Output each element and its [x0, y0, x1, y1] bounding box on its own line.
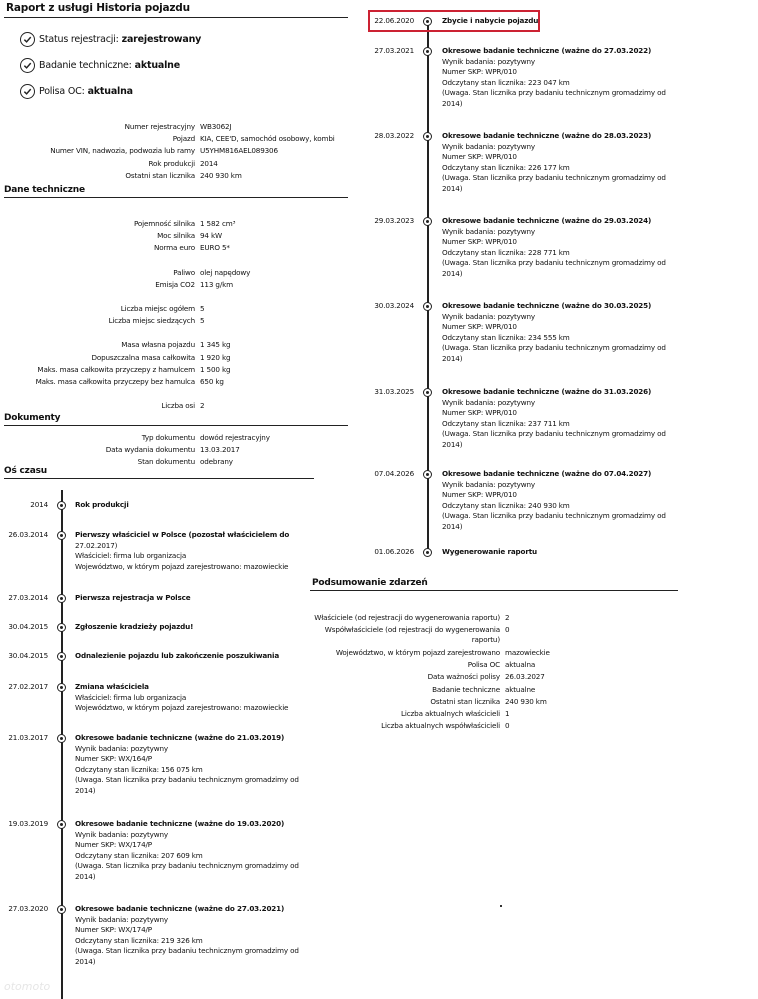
kv-value: 1 920 kg [200, 352, 231, 362]
timeline-event-detail: Wynik badania: pozytywny [75, 914, 168, 924]
summary-label: Badanie techniczne [432, 684, 500, 694]
kv-label: Maks. masa całkowita przyczepy bez hamulca [35, 377, 195, 387]
kv-row [20, 376, 250, 388]
timeline-event-title: Okresowe badanie techniczne (ważne do 31.03.2026) [442, 387, 652, 396]
timeline-event-detail: 2014) [442, 521, 463, 531]
kv-row [20, 291, 250, 303]
timeline-event-detail: (Uwaga. Stan licznika przy badaniu technicznym gromadzimy od [442, 343, 666, 353]
summary-row [305, 720, 550, 732]
summary-row [305, 684, 550, 696]
timeline-event-detail: Województwo, w którym pojazd zarejestrowano: mazowieckie [75, 703, 289, 713]
kv-value: 5 [200, 316, 205, 326]
kv-value: dowód rejestracyjny [200, 433, 270, 442]
timeline-date: 27.02.2017 [8, 682, 48, 691]
timeline-event [75, 530, 289, 572]
timeline-event-title: Okresowe badanie techniczne (ważne do 30.03.2025) [442, 301, 652, 310]
summary-value: 0 [505, 721, 510, 731]
timeline-event-detail: Numer SKP: WPR/010 [442, 237, 517, 247]
timeline-event-detail: Numer SKP: WPR/010 [442, 67, 517, 77]
timeline-event-title: Okresowe badanie techniczne (ważne do 21.03.2019) [75, 733, 285, 742]
timeline-date: 27.03.2014 [8, 593, 48, 602]
kv-label [20, 388, 200, 400]
timeline-event-detail: 2014) [442, 183, 463, 193]
timeline-event-detail: 2014) [442, 439, 463, 449]
timeline-event-detail: (Uwaga. Stan licznika przy badaniu technicznym gromadzimy od [75, 946, 299, 956]
kv-value: EURO 5* [200, 243, 230, 253]
kv-row [20, 121, 335, 133]
docs-data [20, 432, 270, 469]
summary-row [305, 625, 550, 645]
summary-value: 2 [505, 613, 510, 622]
kv-label: Liczba miejsc ogółem [120, 304, 195, 314]
tech-divider [4, 197, 348, 198]
kv-value: olej napędowy [200, 267, 251, 277]
timeline-event-detail: 2014) [75, 956, 96, 966]
timeline-event [75, 622, 193, 633]
summary-value: aktualne [505, 684, 536, 694]
timeline-event [442, 301, 666, 365]
summary-label: Polisa OC [467, 660, 500, 670]
timeline-event-detail: (Uwaga. Stan licznika przy badaniu technicznym gromadzimy od [75, 861, 299, 871]
kv-row [20, 242, 250, 254]
timeline-event [75, 500, 129, 511]
timeline-date: 19.03.2019 [8, 819, 48, 828]
timeline-event-detail: Wynik badania: pozytywny [442, 311, 535, 321]
summary-label: Województwo, w którym pojazd zarejestrowano [335, 648, 500, 657]
timeline-dot-icon [423, 470, 432, 479]
status-value: zarejestrowany [121, 34, 202, 45]
timeline-event [442, 216, 666, 280]
timeline-date: 27.03.2020 [8, 904, 48, 913]
timeline-event-detail: Numer SKP: WX/164/P [75, 754, 152, 764]
kv-row [20, 400, 250, 412]
kv-label: Pojemność silnika [133, 219, 195, 228]
kv-label: Liczba osi [161, 401, 195, 411]
kv-row [20, 388, 250, 400]
kv-row [20, 230, 250, 242]
timeline-event-title: Rok produkcji [75, 500, 129, 509]
timeline-event-detail: Odczytany stan licznika: 219 326 km [75, 935, 203, 945]
timeline-event-detail: 2014) [75, 871, 96, 881]
timeline-event-title: Odnalezienie pojazdu lub zakończenie poszukiwania [75, 651, 280, 660]
timeline-event-detail: (Uwaga. Stan licznika przy badaniu technicznym gromadzimy od [442, 88, 666, 98]
kv-value: 1 500 kg [200, 364, 231, 374]
timeline-date: 21.03.2017 [8, 733, 48, 742]
summary-label: Właściciele (od rejestracji do wygenerowania raportu) [314, 613, 500, 622]
timeline-date: 30.04.2015 [8, 651, 48, 660]
timeline-event-title: Pierwszy właściciel w Polsce (pozostał właścicielem do [75, 530, 290, 539]
timeline-event-detail: Wynik badania: pozytywny [442, 226, 535, 236]
summary-label: Ostatni stan licznika [430, 696, 500, 706]
status-label: Badanie techniczne: [39, 60, 132, 71]
timeline-dot-icon [57, 652, 66, 661]
timeline-date: 26.03.2014 [8, 530, 48, 539]
section-title-tech: Dane techniczne [4, 185, 85, 195]
timeline-event [75, 682, 288, 714]
stray-dot [500, 905, 502, 907]
summary-data [305, 613, 550, 732]
kv-value: KIA, CEE'D, samochód osobowy, kombi [200, 134, 335, 144]
timeline-dot-icon [57, 594, 66, 603]
timeline-event-detail: (Uwaga. Stan licznika przy badaniu technicznym gromadzimy od [442, 258, 666, 268]
check-circle-icon [20, 32, 35, 47]
timeline-date: 31.03.2025 [374, 387, 414, 396]
kv-row [20, 364, 250, 376]
kv-row [20, 158, 335, 170]
check-circle-icon [20, 58, 35, 73]
kv-row [20, 352, 250, 364]
timeline-dot-icon [423, 302, 432, 311]
timeline-event-detail: Numer SKP: WPR/010 [442, 408, 517, 418]
kv-value: 1 345 kg [200, 340, 231, 350]
kv-label: Maks. masa całkowita przyczepy z hamulcem [37, 364, 195, 374]
kv-row [20, 279, 250, 291]
summary-label: Data ważności polisy [427, 672, 500, 682]
status-value: aktualne [134, 60, 180, 71]
timeline-event-detail: Właściciel: firma lub organizacja [75, 692, 187, 702]
vehicle-info [20, 121, 335, 182]
kv-label: Rok produkcji [148, 158, 195, 168]
timeline-event-detail: Odczytany stan licznika: 223 047 km [442, 77, 570, 87]
timeline-dot-icon [423, 388, 432, 397]
kv-label [20, 291, 200, 303]
timeline-dot-icon [423, 47, 432, 56]
timeline-event-detail: 27.02.2017) [75, 540, 118, 550]
kv-row [20, 303, 250, 315]
kv-row [20, 444, 270, 456]
timeline-event-detail: 2014) [75, 785, 96, 795]
status-inspection [20, 58, 180, 73]
timeline-event-title: Zgłoszenie kradzieży pojazdu! [75, 622, 194, 631]
summary-value: 0 [505, 625, 510, 634]
summary-value: 26.03.2027 [505, 672, 545, 682]
timeline-dot-icon [57, 531, 66, 540]
kv-value: WB3062J [200, 122, 232, 131]
timeline-event-title: Okresowe badanie techniczne (ważne do 19.03.2020) [75, 819, 285, 828]
timeline-event [75, 904, 299, 968]
timeline-event-detail: 2014) [442, 98, 463, 108]
timeline-event [75, 733, 299, 797]
kv-row [20, 456, 270, 468]
timeline-dot-icon [423, 548, 432, 557]
timeline-event [442, 131, 666, 195]
kv-value: 5 [200, 304, 205, 314]
kv-row [20, 133, 335, 145]
timeline-event-detail: Wynik badania: pozytywny [442, 397, 535, 407]
timeline-dot-icon [57, 820, 66, 829]
timeline-event-detail: Wynik badania: pozytywny [442, 56, 535, 66]
kv-value: 1 582 cm³ [200, 219, 236, 228]
kv-label: Pojazd [172, 134, 195, 144]
timeline-event-detail: (Uwaga. Stan licznika przy badaniu technicznym gromadzimy od [442, 511, 666, 521]
kv-row [20, 339, 250, 351]
kv-row [20, 170, 335, 182]
timeline-dot-icon [57, 501, 66, 510]
summary-row [305, 696, 550, 708]
timeline-date: 01.06.2026 [374, 547, 414, 556]
kv-label: Liczba miejsc siedzących [108, 316, 195, 326]
timeline-event [442, 469, 666, 533]
kv-label: Numer rejestracyjny [124, 122, 195, 131]
timeline-event-detail: 2014) [442, 353, 463, 363]
page-title: Raport z usługi Historia pojazdu [6, 2, 190, 14]
summary-row [305, 613, 550, 623]
timeline-event-detail: Województwo, w którym pojazd zarejestrowano: mazowieckie [75, 561, 289, 571]
timeline-dot-icon [423, 132, 432, 141]
kv-label: Numer VIN, nadwozia, podwozia lub ramy [50, 146, 195, 156]
timeline-event-detail: Numer SKP: WX/174/P [75, 840, 152, 850]
summary-value: aktualna [505, 660, 536, 670]
timeline-dot-icon [57, 734, 66, 743]
timeline-event-detail: (Uwaga. Stan licznika przy badaniu technicznym gromadzimy od [442, 173, 666, 183]
timeline-date: 30.03.2024 [374, 301, 414, 310]
section-title-timeline: Oś czasu [4, 466, 47, 476]
kv-value: 2014 [200, 158, 218, 168]
timeline-event-title: Okresowe badanie techniczne (ważne do 28.03.2023) [442, 131, 652, 140]
kv-row [20, 145, 335, 157]
timeline-date: 30.04.2015 [8, 622, 48, 631]
kv-label [20, 255, 200, 267]
check-circle-icon [20, 84, 35, 99]
timeline-event [75, 819, 299, 883]
title-divider [4, 17, 348, 18]
kv-row [20, 327, 250, 339]
kv-row [20, 267, 250, 279]
kv-label: Emisja CO2 [155, 279, 195, 289]
timeline-event-detail: Odczytany stan licznika: 207 609 km [75, 850, 203, 860]
timeline-event-detail: Numer SKP: WPR/010 [442, 490, 517, 500]
timeline-dot-icon [57, 623, 66, 632]
timeline-date: 22.06.2020 [374, 16, 414, 25]
timeline-event-title: Okresowe badanie techniczne (ważne do 27.03.2021) [75, 904, 285, 913]
summary-row [305, 671, 550, 683]
timeline-event-detail: Odczytany stan licznika: 240 930 km [442, 500, 570, 510]
status-label: Polisa OC: [39, 86, 85, 97]
summary-row [305, 647, 550, 659]
kv-label [20, 327, 200, 339]
timeline-event-detail: Wynik badania: pozytywny [75, 743, 168, 753]
status-label: Status rejestracji: [39, 34, 119, 45]
watermark: otomoto [4, 980, 51, 993]
timeline-event-title: Okresowe badanie techniczne (ważne do 29.03.2024) [442, 216, 652, 225]
kv-label: Data wydania dokumentu [105, 445, 195, 455]
timeline-event-detail: Numer SKP: WPR/010 [442, 322, 517, 332]
summary-label: Liczba aktualnych właścicieli [401, 709, 500, 719]
timeline-dot-icon [57, 905, 66, 914]
timeline-event-title: Okresowe badanie techniczne (ważne do 27.03.2022) [442, 46, 652, 55]
timeline-event [442, 547, 537, 558]
section-title-docs: Dokumenty [4, 413, 61, 423]
kv-value: 94 kW [200, 231, 222, 241]
kv-label: Paliwo [173, 267, 195, 277]
kv-value: odebrany [200, 457, 233, 467]
timeline-date: 2014 [30, 500, 48, 509]
status-insurance [20, 84, 133, 99]
summary-row [305, 708, 550, 720]
summary-label: Współwłaściciele (od rejestracji do wygenerowania raportu) [324, 625, 500, 644]
timeline-event-detail: (Uwaga. Stan licznika przy badaniu technicznym gromadzimy od [75, 775, 299, 785]
summary-value: 240 930 km [505, 696, 547, 706]
kv-label: Norma euro [154, 243, 195, 253]
timeline-event-detail: Odczytany stan licznika: 226 177 km [442, 162, 570, 172]
kv-label: Masa własna pojazdu [121, 340, 195, 350]
timeline-date: 07.04.2026 [374, 469, 414, 478]
timeline-event-detail: 2014) [442, 268, 463, 278]
timeline-event-detail: (Uwaga. Stan licznika przy badaniu technicznym gromadzimy od [442, 429, 666, 439]
timeline-event-detail: Odczytany stan licznika: 228 771 km [442, 247, 570, 257]
status-registration [20, 32, 201, 47]
timeline-event-detail: Wynik badania: pozytywny [442, 479, 535, 489]
timeline-event-title: Zbycie i nabycie pojazdu [442, 16, 539, 25]
summary-label: Liczba aktualnych współwłaścicieli [381, 721, 500, 731]
kv-label: Ostatni stan licznika [125, 170, 195, 180]
kv-label: Stan dokumentu [137, 457, 195, 467]
timeline-event-detail: Odczytany stan licznika: 234 555 km [442, 332, 570, 342]
kv-value: 650 kg [200, 377, 224, 387]
kv-label: Typ dokumentu [141, 433, 195, 442]
highlight-box [368, 10, 540, 32]
kv-label: Dopuszczalna masa całkowita [91, 352, 195, 362]
timeline-event-detail: Właściciel: firma lub organizacja [75, 551, 187, 561]
summary-value: mazowieckie [505, 648, 550, 657]
timeline-event-title: Zmiana właściciela [75, 682, 149, 691]
timeline-event-title: Wygenerowanie raportu [442, 547, 537, 556]
kv-value: 13.03.2017 [200, 445, 240, 455]
summary-divider [310, 590, 678, 591]
summary-value: 1 [505, 709, 510, 719]
timeline-event [75, 593, 190, 604]
kv-value: U5YHM816AEL089306 [200, 146, 278, 156]
timeline-divider [4, 478, 314, 479]
summary-row [305, 659, 550, 671]
kv-row [20, 218, 250, 230]
timeline-event [442, 387, 666, 451]
kv-value: 113 g/km [200, 279, 233, 289]
timeline-line-left [61, 490, 63, 999]
kv-value: 2 [200, 401, 205, 411]
timeline-dot-icon [57, 683, 66, 692]
timeline-event-detail: Numer SKP: WPR/010 [442, 152, 517, 162]
timeline-date: 28.03.2022 [374, 131, 414, 140]
timeline-date: 29.03.2023 [374, 216, 414, 225]
timeline-date: 27.03.2021 [374, 46, 414, 55]
kv-row [20, 315, 250, 327]
timeline-event-title: Okresowe badanie techniczne (ważne do 07.04.2027) [442, 469, 652, 478]
timeline-event-detail: Wynik badania: pozytywny [75, 829, 168, 839]
timeline-event [75, 651, 279, 662]
timeline-event-detail: Odczytany stan licznika: 237 711 km [442, 418, 570, 428]
status-value: aktualna [87, 86, 133, 97]
timeline-event-detail: Numer SKP: WX/174/P [75, 925, 152, 935]
timeline-event-detail: Wynik badania: pozytywny [442, 141, 535, 151]
tech-data [20, 218, 250, 412]
timeline-dot-icon [423, 217, 432, 226]
timeline-event-title: Pierwsza rejestracja w Polsce [75, 593, 191, 602]
kv-row [20, 255, 250, 267]
section-title-summary: Podsumowanie zdarzeń [312, 578, 428, 588]
timeline-event [442, 46, 666, 110]
kv-label: Moc silnika [157, 231, 195, 241]
docs-divider [4, 425, 348, 426]
kv-row [20, 432, 270, 444]
timeline-event-detail: Odczytany stan licznika: 156 075 km [75, 764, 203, 774]
kv-value: 240 930 km [200, 170, 242, 180]
